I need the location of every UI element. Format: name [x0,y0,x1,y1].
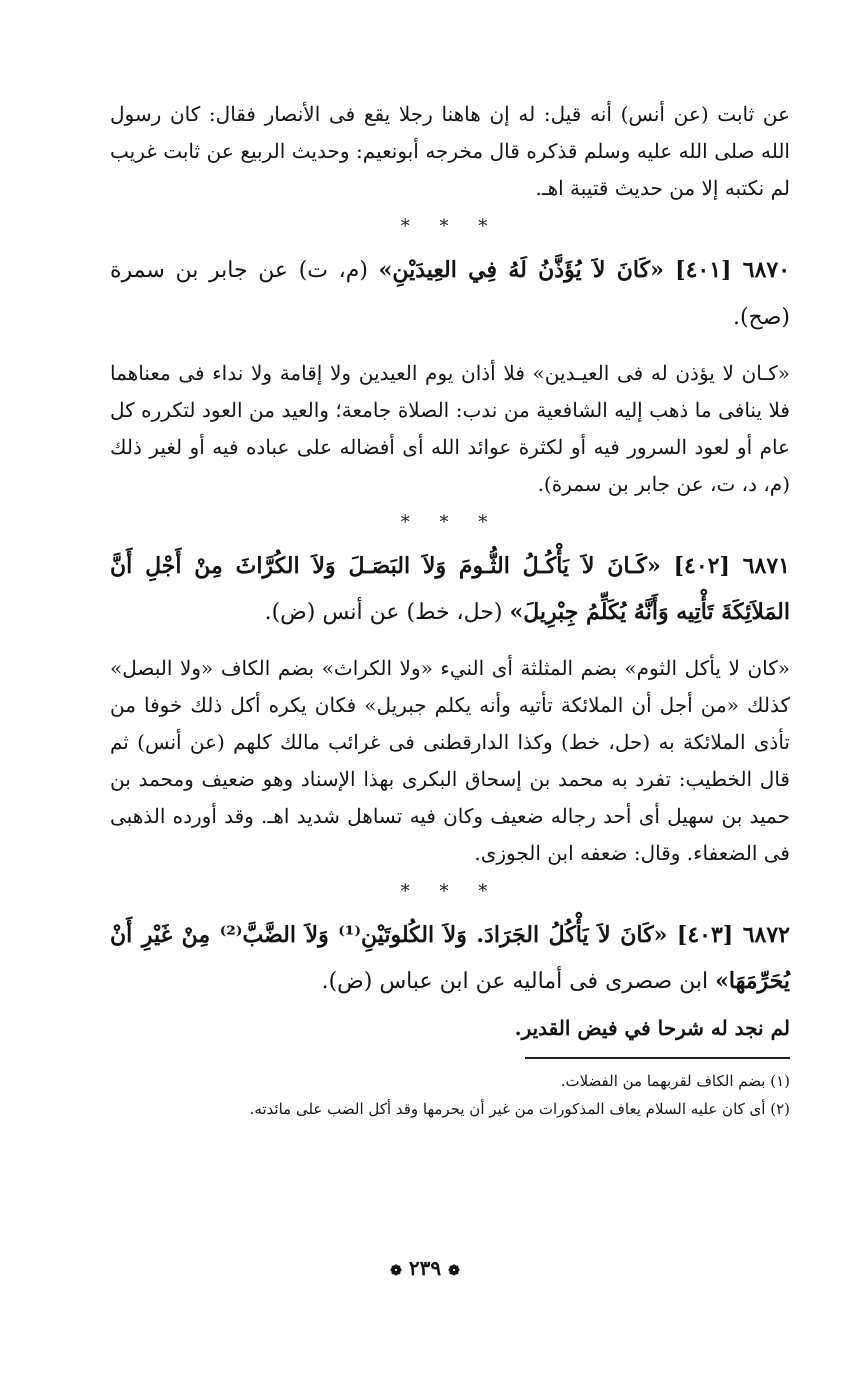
hadith-text: ٦٨٧٠ [٤٠١] «كَانَ لاَ يُؤَذَّنُ لَهُ فِي العِيدَيْنِ» [378,257,791,283]
intro-paragraph: عن ثابت (عن أنس) أنه قيل: له إن هاهنا رجلا يقع فى الأنصار فقال: كان رسول الله صلى الله عليه وسلم قذكره قال مخرجه أبونعيم: وحديث الربيع عن ثابت غريب لم نكتبه إلا من حديث قتيبة اهـ. [110,102,790,200]
page-number-value: ٢٣٩ [408,1256,442,1280]
commentary-6870: «كـان لا يؤذن له فى العيـدين» فلا أذان يوم العيدين ولا إقامة ولا نداء فى معناهما فلا ينافى ما ذهب إليه الشافعية من ندب: الصلاة جامعة؛ والعيد من العود لتكرره كل عام أو لعود السرور فيه أو لكثرة عوائد الله أى أفضاله على عباده فيه أو لغير ذلك (م، د، ت، عن جابر بن سمرة). [110,361,790,496]
page-number [0,1256,850,1280]
section-separator: * * * [400,881,500,902]
footnote-divider [525,1057,790,1059]
hadith-source: (حل، خط) عن أنس (ض). [264,600,510,625]
ornament-icon: ❁ [390,1263,402,1279]
commentary-6871: «كان لا يأكل الثوم» بضم المثلثة أى النيء «ولا الكراث» بضم الكاف «ولا البصل» كذلك «من أجل أن الملائكة تأتيه وأنه يكلم جبريل» فكان يكره أكل ذلك خوفا من تأذى الملائكة به (حل، خط) وكذا الدارقطنى فى غرائب مالك كلهم (عن أنس) ثم قال الخطيب: تفرد به محمد بن إسحاق البكرى بهذا الإسناد وهو ضعيف ومحمد بن حميد بن سهيل أى أحد رجاله ضعيف وكان فيه تساهل شديد اهـ. وقد أورده الذهبى فى الضعفاء. وقال: ضعفه ابن الجوزى. [110,656,790,865]
footnote-2: (٢) أى كان عليه السلام يعاف المذكورات من غير أن يحرمها وقد أكل الضب على مائدته. [249,1100,790,1118]
ornament-icon: ❁ [448,1263,460,1279]
section-separator: * * * [400,216,500,237]
hadith-text: ٦٨٧٢ [٤٠٣] «كَانَ لاَ يَأْكُلُ الجَرَادَ. وَلاَ الكُلوتَيْنِ⁽¹⁾ وَلاَ الضَّبَّ⁽²⁾ مِنْ غَيْرِ أَنْ يُحَرِّمَهَا» [110,922,790,994]
section-separator: * * * [400,512,500,533]
footnote-1: (١) بضم الكاف لقربهما من الفضلات. [560,1072,790,1090]
hadith-entry-6870 [110,247,790,341]
hadith-entry-6872 [110,912,790,1005]
hadith-source: (م، ت) عن جابر بن سمرة (صح). [110,258,790,330]
hadith-text: ٦٨٧١ [٤٠٢] «كَـانَ لاَ يَأْكُـلُ الثُّـومَ وَلاَ البَصَـلَ وَلاَ الكُرَّاثَ مِنْ أَجْلِ أَنَّ المَلاَئِكَةَ تَأْتِيه وَأَنَّهُ يُكَلِّمُ جِبْرِيلَ» [110,553,790,625]
hadith-entry-6871 [110,543,790,636]
page-body [110,96,790,1123]
editor-note: لم نجد له شرحا في فيض القدير. [514,1016,790,1040]
hadith-source: ابن صصرى فى أماليه عن ابن عباس (ض). [321,969,716,994]
